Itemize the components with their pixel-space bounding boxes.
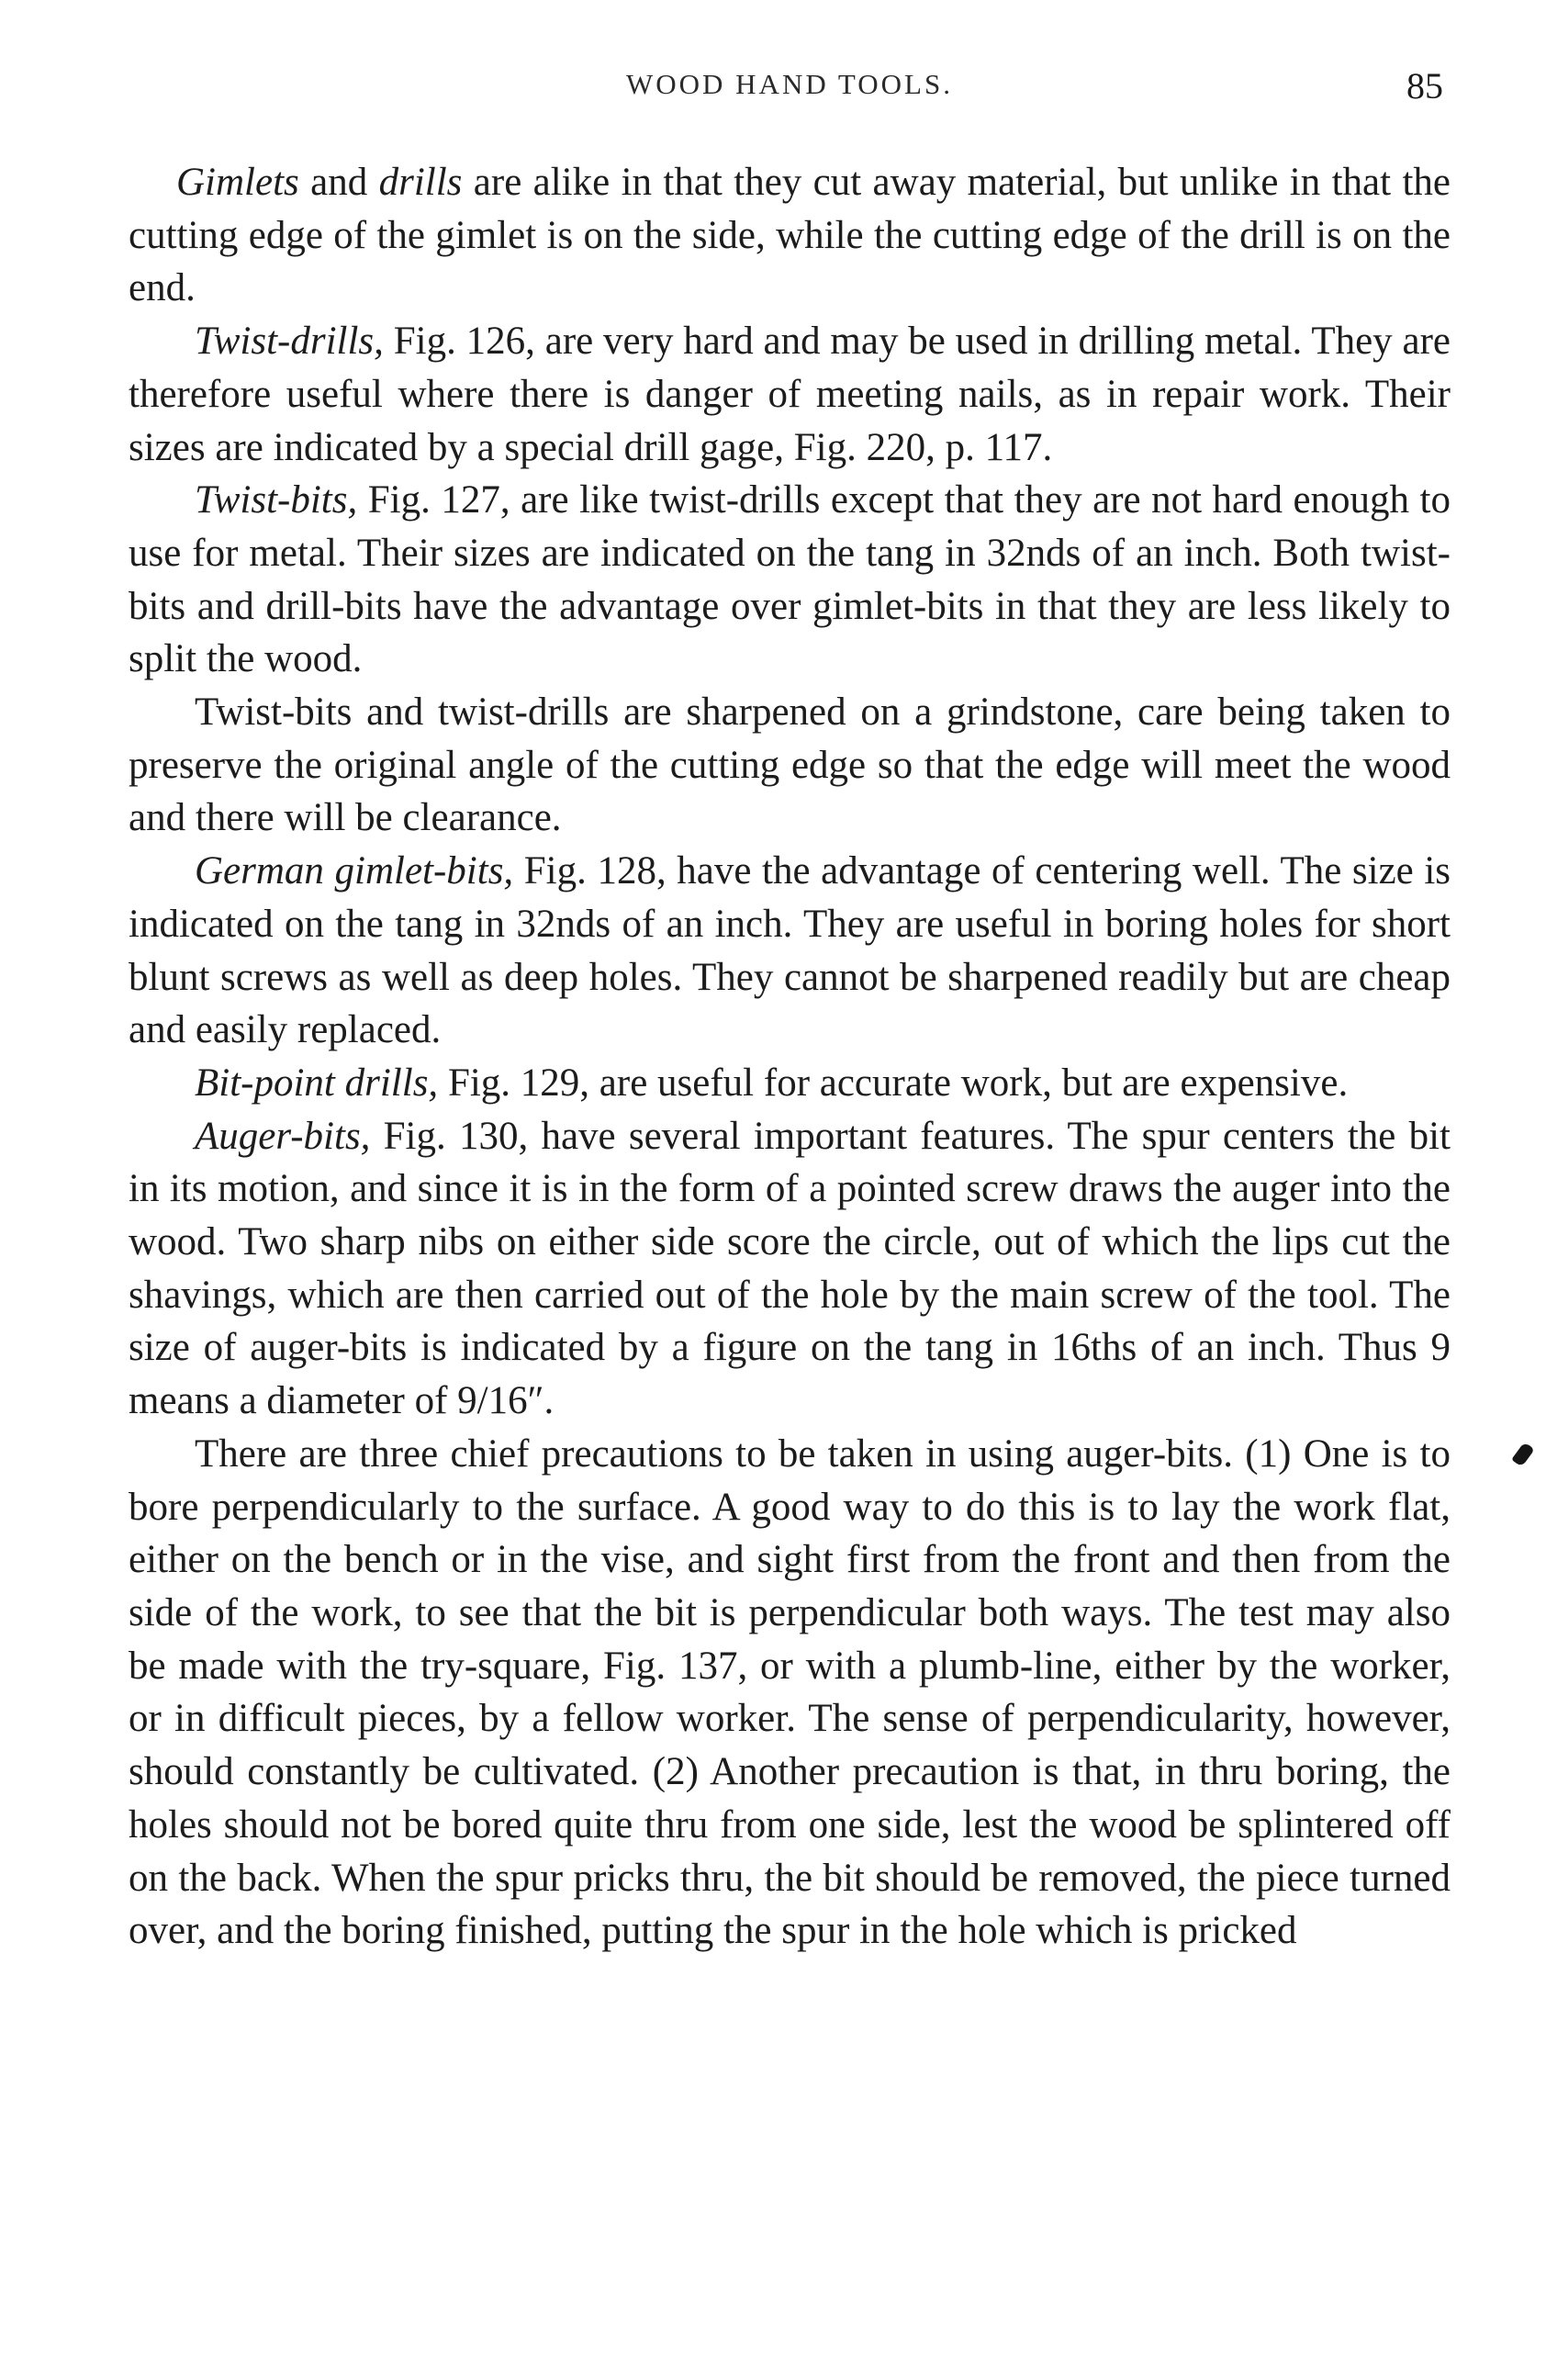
term-german-gimlet-bits: German gimlet-bits, bbox=[195, 849, 514, 893]
paragraph-twist-bits bbox=[129, 474, 1451, 686]
paragraph-text: There are three chief precautions to be taken in using auger-bits. (1) One is to bore perpendicularly to the surface. A good way to do this is to lay the work flat, either on the bench or in the vise, and sight first from the front and then from the side of the work, to see that the bit is perpendicular both ways. The test may also be made with the try-square, Fig. 137, or with a plumb-line, either by the worker, or in difficult pieces, by a fellow worker. The sense of perpendicularity, however, should constantly be cultivated. (2) Another precaution is that, in thru boring, the holes should not be bored quite thru from one side, lest the wood be splintered off on the back. When the spur pricks thru, the bit should be removed, the piece turned over, and the boring finished, putting the spur in the hole which is pricked bbox=[129, 1431, 1451, 1953]
paragraph-german-gimlet-bits bbox=[129, 845, 1451, 1057]
paragraph-bit-point-drills bbox=[129, 1057, 1451, 1110]
page-number: 85 bbox=[1406, 65, 1443, 107]
paragraph-twist-drills bbox=[129, 315, 1451, 474]
term-bit-point-drills: Bit-point drills, bbox=[195, 1061, 439, 1105]
paragraph-sharpening bbox=[129, 686, 1451, 845]
paragraph-auger-bits bbox=[129, 1110, 1451, 1428]
paragraph-gimlets-and-drills bbox=[129, 156, 1451, 315]
paragraph-text: Fig. 126, are very hard and may be used in drilling metal. They are therefore useful where there is danger of meeting nails, as in repair work. Their sizes are indicated by a special drill gage, Fig. 220, p. 117. bbox=[129, 320, 1451, 469]
running-title: WOOD HAND TOOLS. bbox=[626, 68, 953, 100]
term-auger-bits: Auger-bits, bbox=[195, 1114, 371, 1158]
ink-blot bbox=[1511, 1442, 1534, 1467]
term-twist-bits: Twist-bits, bbox=[195, 478, 358, 522]
paragraph-text: Fig. 129, are useful for accurate work, but are expensive. bbox=[438, 1061, 1349, 1105]
paragraph-text: are alike in that they cut away material, but unlike in that the cutting edge of the gimlet is on the side, while the cutting edge of the drill is on the end. bbox=[129, 161, 1451, 310]
page-header bbox=[129, 64, 1451, 119]
paragraph-text: and bbox=[298, 161, 379, 204]
paragraph-precautions bbox=[129, 1428, 1451, 1958]
term-gimlets: Gimlets bbox=[176, 161, 299, 204]
body-text bbox=[129, 156, 1451, 1958]
term-twist-drills: Twist-drills, bbox=[195, 320, 384, 364]
term-drills: drills bbox=[378, 161, 463, 204]
paragraph-text: Fig. 127, are like twist-drills except that they are not hard enough to use for metal. Their sizes are indicated on the tang in 32nds of an inch. Both twist-bits and drill-bits have the advantage over gimlet-bits in that they are less likely to split the wood. bbox=[129, 478, 1451, 681]
paragraph-text: Twist-bits and twist-drills are sharpened on a grindstone, care being taken to preserve the original angle of the cutting edge so that the edge will meet the wood and there will be clearance. bbox=[129, 690, 1451, 840]
paragraph-text: Fig. 130, have several important features. The spur centers the bit in its motion, and since it is in the form of a pointed screw draws the auger into the wood. Two sharp nibs on either side score the circle, out of which the lips cut the shavings, which are then carried out of the hole by the main screw of the tool. The size of auger-bits is indicated by a figure on the tang in 16ths of an inch. Thus 9 means a diameter of 9/16″. bbox=[129, 1114, 1451, 1423]
paragraph-text: Fig. 128, have the advantage of centering well. The size is indicated on the tang in 32nds of an inch. They are useful in boring holes for short blunt screws as well as deep holes. They cannot be sharpened readily but are cheap and easily replaced. bbox=[129, 849, 1451, 1052]
